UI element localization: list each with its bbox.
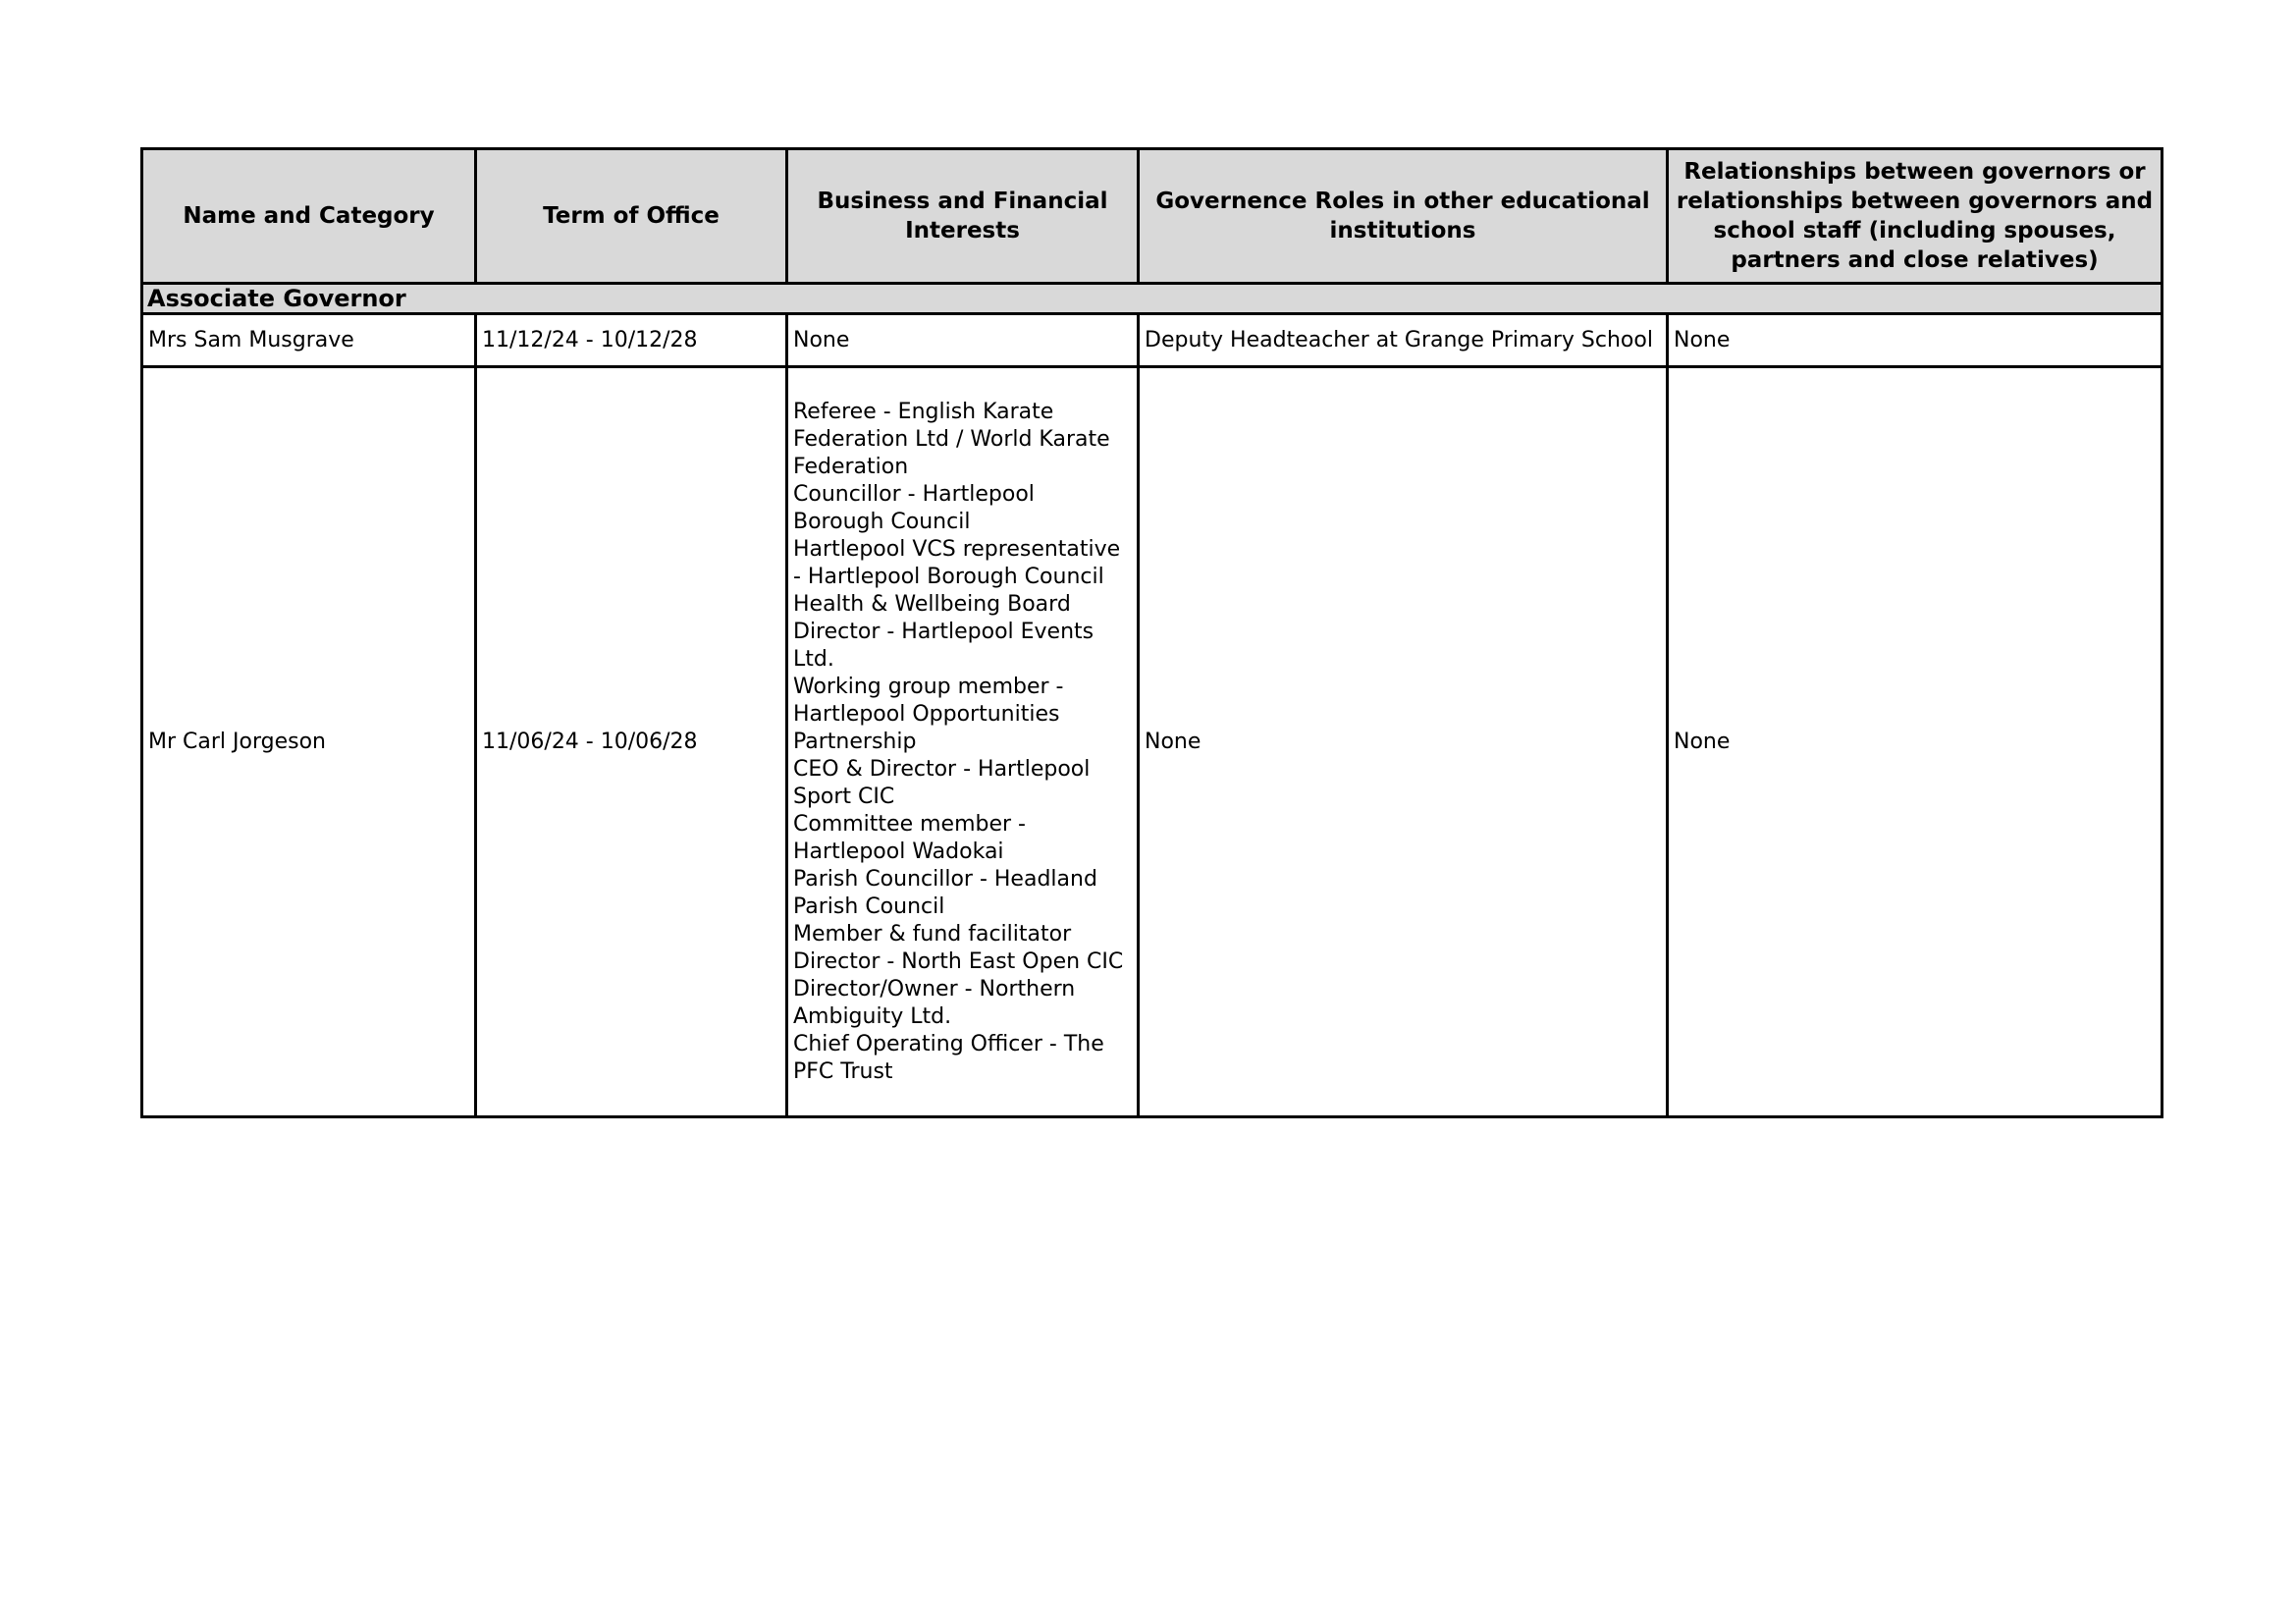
cell-term: 11/12/24 - 10/12/28: [476, 314, 787, 367]
cell-governance: None: [1139, 367, 1668, 1117]
category-row: [142, 284, 2163, 314]
interest-item: Working group member - Hartlepool Opportunities Partnership: [793, 674, 1064, 754]
interest-item: Committee member - Hartlepool Wadokai: [793, 811, 1026, 864]
cell-name: Mr Carl Jorgeson: [142, 367, 476, 1117]
table-row: [142, 367, 2163, 1117]
governors-register-table: [140, 147, 2163, 1118]
header-governance-roles: Governence Roles in other educational institutions: [1139, 149, 1668, 284]
header-term-of-office: Term of Office: [476, 149, 787, 284]
cell-name: Mrs Sam Musgrave: [142, 314, 476, 367]
cell-term: 11/06/24 - 10/06/28: [476, 367, 787, 1117]
interest-item: Hartlepool VCS representative - Hartlepool Borough Council Health & Wellbeing Board: [793, 536, 1121, 617]
interest-item: Parish Councillor - Headland Parish Council: [793, 866, 1097, 919]
cell-relationships: None: [1668, 314, 2163, 367]
header-business-interests: Business and Financial Interests: [787, 149, 1139, 284]
header-relationships: Relationships between governors or relationships between governors and school staff (including spouses, partners and close relatives): [1668, 149, 2163, 284]
cell-business: [787, 367, 1139, 1117]
business-interests-list: [793, 399, 1132, 1086]
interest-item: Chief Operating Officer - The PFC Trust: [793, 1031, 1104, 1084]
interest-item: Director - Hartlepool Events Ltd.: [793, 619, 1095, 672]
header-name-category: Name and Category: [142, 149, 476, 284]
header-row: [142, 149, 2163, 284]
interest-item: Member & fund facilitator: [793, 921, 1072, 947]
table-row: [142, 314, 2163, 367]
interest-item: CEO & Director - Hartlepool Sport CIC: [793, 756, 1091, 809]
category-label: Associate Governor: [142, 284, 2163, 314]
interest-item: Councillor - Hartlepool Borough Council: [793, 481, 1035, 534]
cell-relationships: None: [1668, 367, 2163, 1117]
interest-item: Director/Owner - Northern Ambiguity Ltd.: [793, 976, 1076, 1029]
interest-item: Referee - English Karate Federation Ltd / World Karate Federation: [793, 399, 1110, 479]
cell-business: None: [787, 314, 1139, 367]
interest-item: Director - North East Open CIC: [793, 948, 1124, 974]
cell-governance: Deputy Headteacher at Grange Primary School: [1139, 314, 1668, 367]
